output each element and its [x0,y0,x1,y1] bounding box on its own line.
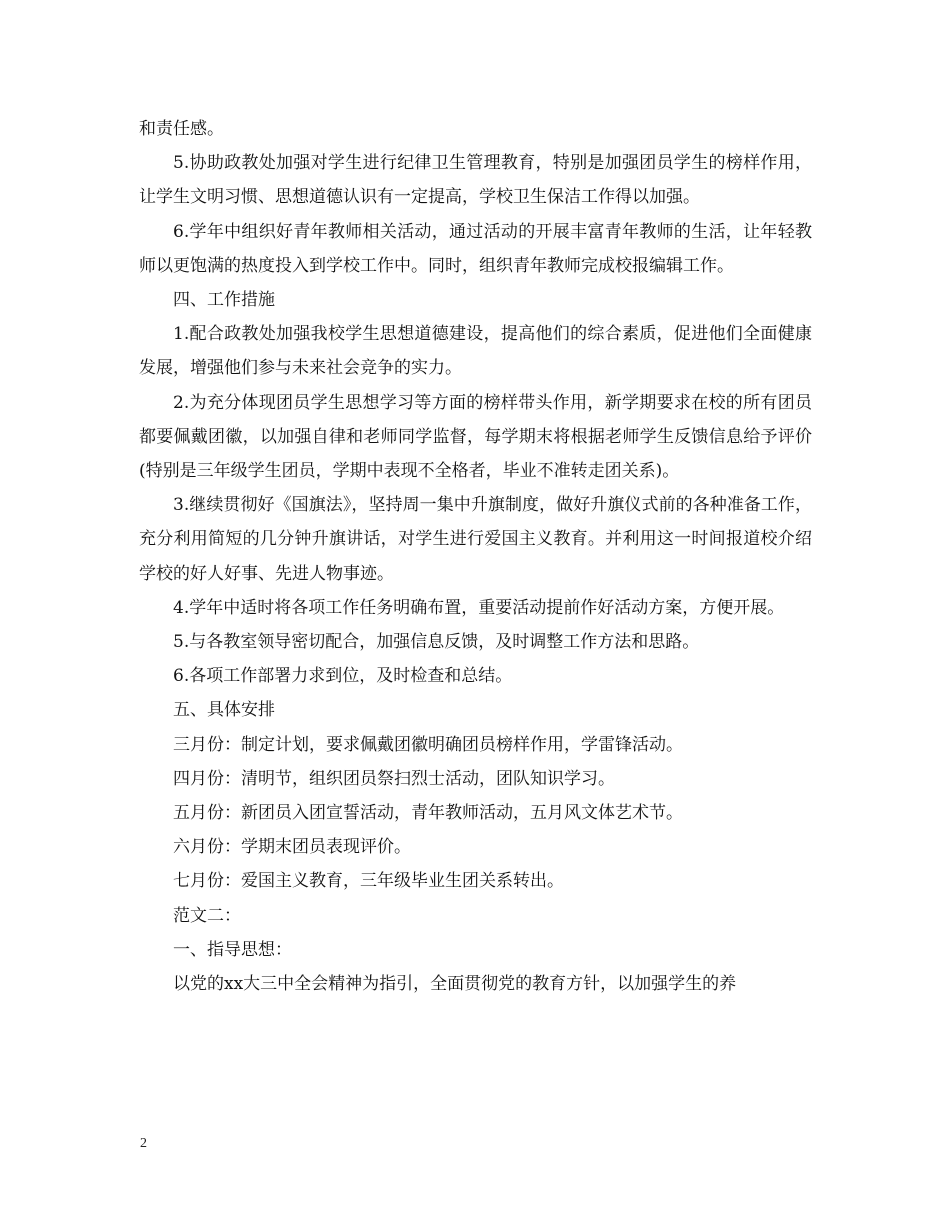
paragraph: 以党的xx大三中全会精神为指引，全面贯彻党的教育方针，以加强学生的养 [173,974,737,995]
paragraph: 6.各项工作部署力求到位，及时检查和总结。 [173,666,513,687]
schedule-item: 三月份：制定计划，要求佩戴团徽明确团员榜样作用，学雷锋活动。 [173,734,683,755]
paragraph: 2.为充分体现团员学生思想学习等方面的榜样带头作用，新学期要求在校的所有团员都要佩戴团徽，以加强自律和老师同学监督，每学期末将根据老师学生反馈信息给予评价(特别是三年级学生团员，学期中表现不全格者，毕业不准转走团关系)。 [139,392,812,482]
section-heading: 一、指导思想： [173,939,292,960]
page-number: 2 [140,1136,147,1151]
paragraph: 3.继续贯彻好《国旗法》，坚持周一集中升旗制度，做好升旗仪式前的各种准备工作，充分利用简短的几分钟升旗讲话，对学生进行爱国主义教育。并利用这一时间报道校介绍学校的好人好事、先进人物事迹。 [139,495,812,584]
section-heading: 范文二： [173,905,241,926]
section-heading: 四、工作措施 [173,290,275,311]
paragraph: 6.学年中组织好青年教师相关活动，通过活动的开展丰富青年教师的生活，让年轻教师以更饱满的热度投入到学校工作中。同时，组织青年教师完成校报编辑工作。 [139,221,812,276]
section-heading: 五、具体安排 [173,700,275,721]
paragraph: 和责任感。 [139,119,224,139]
schedule-item: 七月份：爱国主义教育，三年级毕业生团关系转出。 [173,871,564,892]
schedule-item: 五月份：新团员入团宣誓活动，青年教师活动，五月风文体艺术节。 [173,803,683,824]
paragraph: 1.配合政教处加强我校学生思想道德建设，提高他们的综合素质，促进他们全面健康发展，增强他们参与未来社会竞争的实力。 [139,324,812,379]
schedule-item: 六月份：学期末团员表现评价。 [173,837,411,858]
paragraph: 4.学年中适时将各项工作任务明确布置，重要活动提前作好活动方案，方便开展。 [173,597,785,618]
paragraph: 5.协助政教处加强对学生进行纪律卫生管理教育，特别是加强团员学生的榜样作用，让学生文明习惯、思想道德认识有一定提高，学校卫生保洁工作得以加强。 [139,153,812,208]
document-body [139,112,812,1001]
paragraph: 5.与各教室领导密切配合，加强信息反馈，及时调整工作方法和思路。 [173,632,700,653]
schedule-item: 四月份：清明节，组织团员祭扫烈士活动，团队知识学习。 [173,768,615,789]
